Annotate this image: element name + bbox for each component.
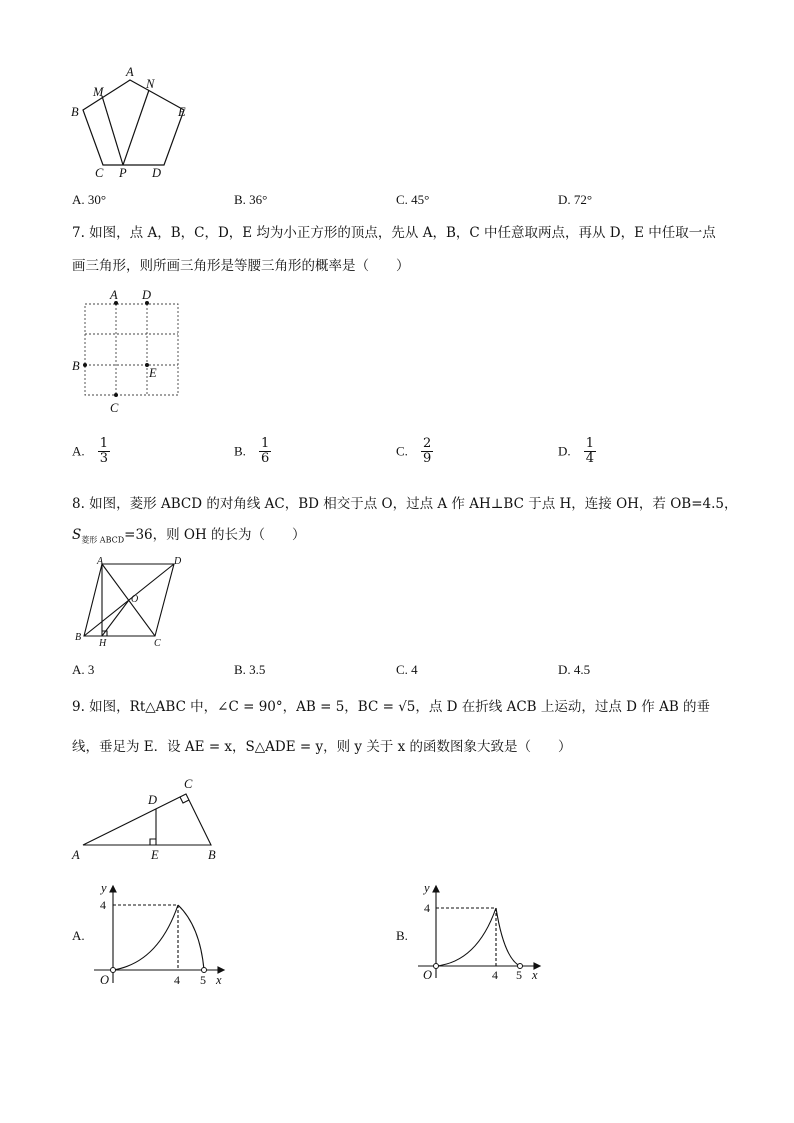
label-a: A <box>97 556 104 567</box>
curve-rise <box>436 908 496 966</box>
q9-text-line1: 9. 如图，Rt△ABC 中，∠C = 90°，AB = 5，BC = √5，点 D 在折线 ACB 上运动，过点 D 作 AB 的垂 <box>72 699 711 715</box>
q7-text-line1: 7. 如图，点 A，B，C，D，E 均为小正方形的顶点，先从 A，B，C 中任意取两点，再从 D，E 中任取一点 <box>72 225 716 241</box>
label-o: O <box>131 594 139 605</box>
pentagon-figure <box>60 60 200 185</box>
q8-text-line2: $S_{菱形 ABCD}=36$，则 OH 的长为（ ） <box>72 527 306 545</box>
origin-label: O <box>100 973 110 987</box>
point-c <box>114 393 118 397</box>
right-triangle-figure <box>68 772 228 864</box>
option-prefix: A. <box>72 443 85 459</box>
graph-a <box>88 878 238 990</box>
label-d: D <box>142 288 152 302</box>
label-d: D <box>148 793 158 807</box>
q7-text-line2: 画三角形，则所画三角形是等腰三角形的概率是（ ） <box>72 258 410 274</box>
q9-option-a[interactable]: A. <box>72 928 85 943</box>
q8-option-a[interactable]: A. 3 <box>72 662 95 677</box>
label-n: N <box>146 77 155 91</box>
label-e: E <box>149 366 157 380</box>
curve-fall <box>178 905 204 970</box>
triangle-acb <box>83 794 211 845</box>
rhombus-figure <box>70 552 190 652</box>
label-h: H <box>99 638 107 649</box>
q8-option-d[interactable]: D. 4.5 <box>558 662 591 677</box>
label-c: C <box>184 777 193 791</box>
segment-mp <box>102 96 123 165</box>
label-d: D <box>174 556 182 567</box>
graph-b <box>412 878 552 990</box>
label-c: C <box>110 401 119 415</box>
q7-option-d[interactable]: D. $\frac{1}{4}$ <box>558 436 595 466</box>
curve-rise <box>113 905 178 970</box>
q6-option-a[interactable]: A. 30° <box>72 192 107 207</box>
grid-figure <box>66 284 196 416</box>
label-a: A <box>110 288 118 302</box>
label-c: C <box>95 166 104 180</box>
label-e: E <box>178 105 186 119</box>
q7-option-b[interactable]: B. $\frac{1}{6}$ <box>234 436 270 466</box>
segment-np <box>123 90 149 165</box>
label-c: C <box>154 638 161 649</box>
axis-y-label: y <box>101 881 107 895</box>
q6-option-d[interactable]: D. 72° <box>558 192 593 207</box>
label-a: A <box>126 65 134 79</box>
q8-option-b[interactable]: B. 3.5 <box>234 662 266 677</box>
q8-text-line1: 8. 如图，菱形 ABCD 的对角线 AC，BD 相交于点 O，过点 A 作 AH⊥BC 于点 H，连接 OH，若 OB=4.5， <box>72 496 738 512</box>
label-m: M <box>93 85 104 99</box>
label-b: B <box>208 848 216 862</box>
label-b: B <box>71 105 79 119</box>
label-a: A <box>72 848 80 862</box>
q7-option-c[interactable]: C. $\frac{2}{9}$ <box>396 436 432 466</box>
point-b <box>83 363 87 367</box>
label-e: E <box>151 848 159 862</box>
label-d: D <box>152 166 162 180</box>
q7-option-a[interactable]: A. $\frac{1}{3}$ <box>72 436 109 466</box>
label-b: B <box>72 359 80 373</box>
option-prefix: B. <box>234 443 246 459</box>
axis-y-label: y <box>424 881 430 895</box>
label-p: P <box>119 166 127 180</box>
q6-option-b[interactable]: B. 36° <box>234 192 268 207</box>
curve-fall <box>496 908 520 966</box>
option-prefix: D. <box>558 443 571 459</box>
q9-option-b[interactable]: B. <box>396 928 408 943</box>
tick-y-4: 4 <box>100 898 106 912</box>
q6-option-c[interactable]: C. 45° <box>396 192 430 207</box>
tick-x-5: 5 <box>516 968 522 982</box>
option-prefix: C. <box>396 443 408 459</box>
q9-text-line2: 线，垂足为 E．设 AE = x，S△ADE = y，则 y 关于 x 的函数图象大致是（ ） <box>72 739 572 755</box>
tick-x-5: 5 <box>200 973 206 987</box>
label-b: B <box>75 632 82 643</box>
axis-x-label: x <box>532 968 538 982</box>
q8-option-c[interactable]: C. 4 <box>396 662 418 677</box>
axis-x-label: x <box>216 973 222 987</box>
tick-x-4: 4 <box>492 968 498 982</box>
tick-y-4: 4 <box>424 901 430 915</box>
origin-label: O <box>423 968 433 982</box>
tick-x-4: 4 <box>174 973 180 987</box>
